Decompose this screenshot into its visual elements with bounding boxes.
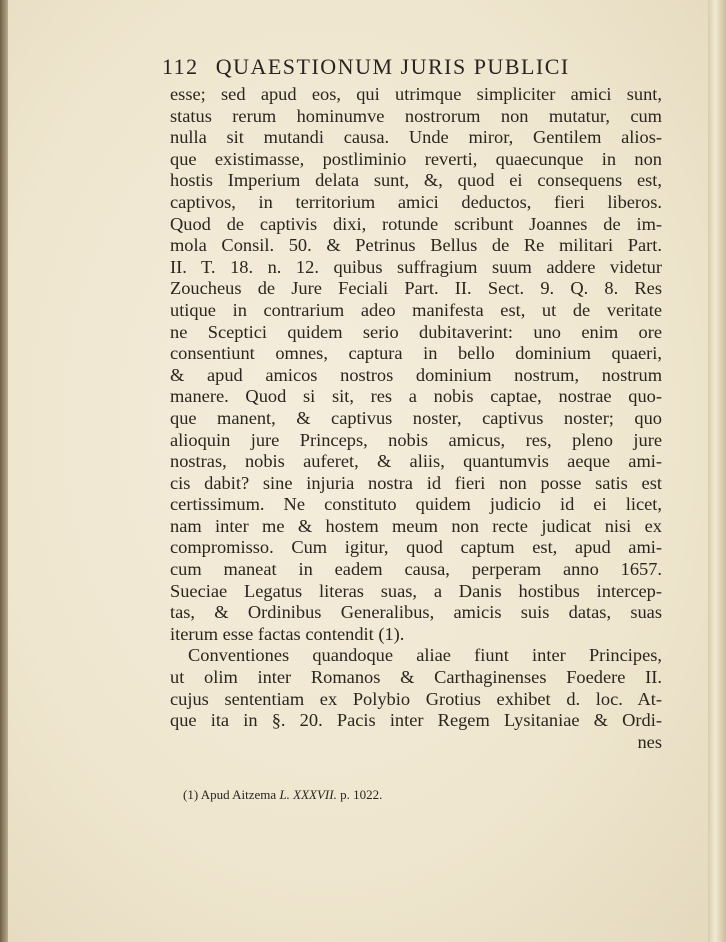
running-header [162,54,638,80]
text-line: captivos, in territorium amici deductos, fieri liberos. [170,191,662,212]
text-line: nulla sit mutandi causa. Unde miror, Gentilem alios- [170,127,662,148]
text-line: Sueciae Legatus literas suas, a Danis hostibus intercep- [170,580,662,601]
text-line: II. T. 18. n. 12. quibus suffragium suum addere videtur [170,256,662,277]
text-line: alioquin jure Princeps, nobis amicus, res, pleno jure [170,429,662,450]
text-line: que manent, & captivus noster, captivus noster; quo [170,407,662,428]
text-line: que ita in §. 20. Pacis inter Regem Lysitaniae & Ordi- [170,710,662,731]
text-line: & apud amicos nostros dominium nostrum, nostrum [170,364,662,385]
text-line: nostras, nobis auferet, & aliis, quantumvis aeque ami- [170,451,662,472]
text-line: iterum esse factas contendit (1). [170,623,405,644]
text-line: Zoucheus de Jure Feciali Part. II. Sect. 9. Q. 8. Res [170,278,662,299]
text-line: cum maneat in eadem causa, perperam anno 1657. [170,559,662,580]
text-line: cujus sententiam ex Polybio Grotius exhibet d. loc. At- [170,688,662,709]
text-line: consentiunt omnes, captura in bello dominium quaeri, [170,343,662,364]
page-sheet [8,0,712,942]
text-line: ut olim inter Romanos & Carthaginenses Foedere II. [170,667,662,688]
catchword: nes [637,731,662,752]
running-title: QUAESTIONUM JURIS PUBLICI [215,54,570,79]
text-line: manere. Quod si sit, res a nobis captae, nostrae quo- [170,386,662,407]
text-line: nam inter me & hostem meum non recte judicat nisi ex [170,515,662,536]
text-line: Quod de captivis dixi, rotunde scribunt Joannes de im- [170,213,662,234]
body-text [170,84,662,753]
text-line: mola Consil. 50. & Petrinus Bellus de Re militari Part. [170,235,662,256]
footnote-marker: (1) [183,787,199,802]
text-line: Conventiones quandoque aliae fiunt inter Principes, [188,645,662,666]
text-line: utique in contrarium adeo manifesta est, ut de veritate [170,299,662,320]
footnote-page: p. 1022. [340,787,383,802]
text-line: certissimum. Ne constituto quidem judicio id ei licet, [170,494,662,515]
text-line: esse; sed apud eos, qui utrimque simpliciter amici sunt, [170,84,662,104]
footnote-reference: L. XXXVII. [279,787,337,802]
footnote-text: Apud Aitzema [200,787,277,802]
text-line: tas, & Ordinibus Generalibus, amicis suis datas, suas [170,602,662,623]
text-line: que existimasse, postliminio reverti, quaecunque in non [170,148,662,169]
text-line: hostis Imperium delata sunt, &, quod ei consequens est, [170,170,662,191]
footnote [183,787,643,803]
text-line: cis dabit? sine injuria nostra id fieri non posse satis est [170,472,662,493]
next-page-edge [708,0,726,942]
text-line: status rerum hominumve nostrorum non mutatur, cum [170,105,662,126]
text-line: ne Sceptici quidem serio dubitaverint: uno enim ore [170,321,662,342]
page-number: 112 [162,54,199,79]
text-line: compromisso. Cum igitur, quod captum est, apud ami- [170,537,662,558]
